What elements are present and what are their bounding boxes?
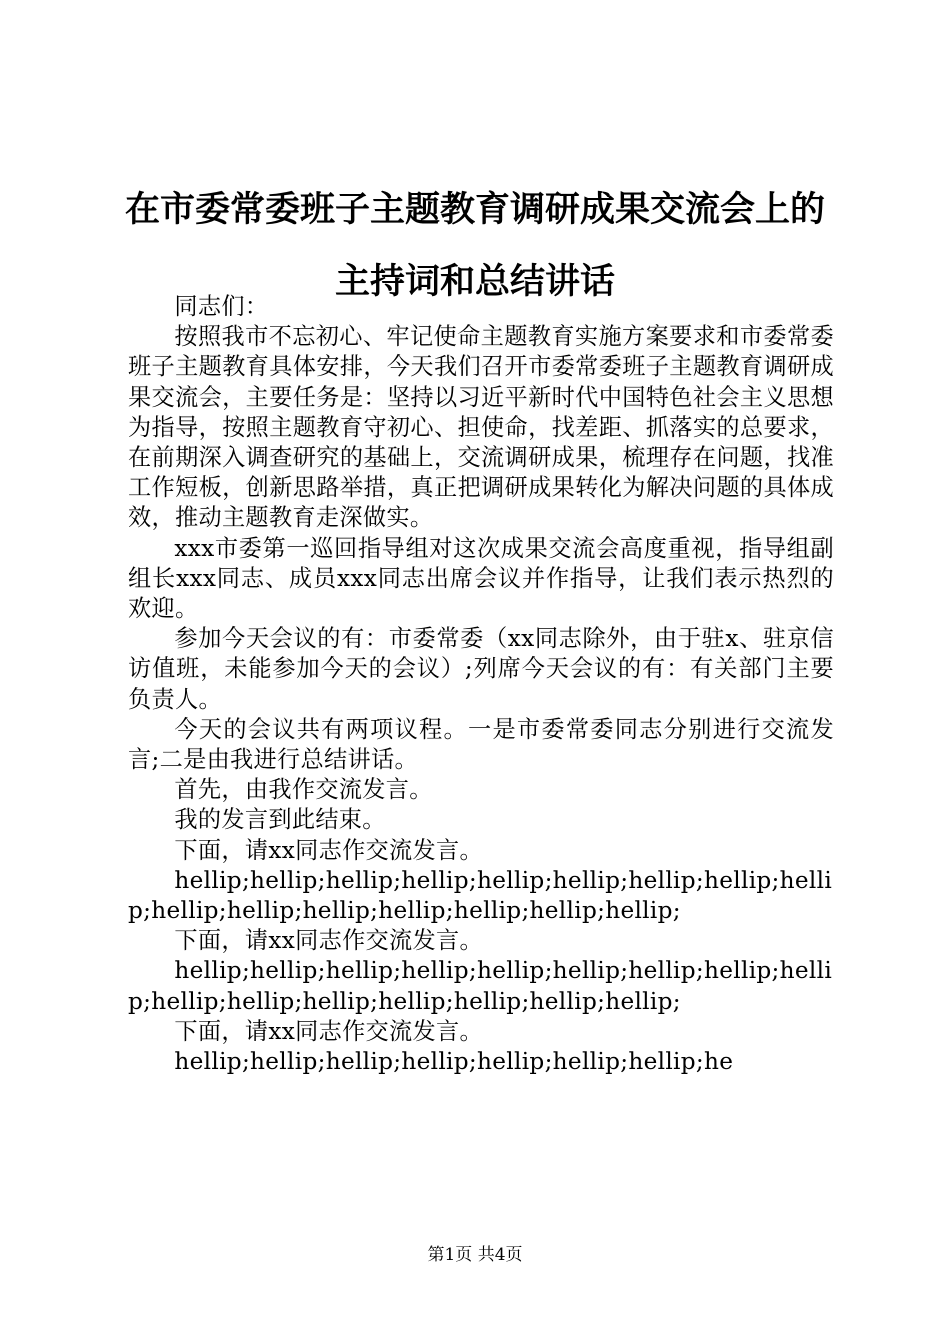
salutation: 同志们： — [174, 293, 269, 320]
title-line-1: 在市委常委班子主题教育调研成果交流会上的 — [124, 190, 825, 230]
paragraph: xxx市委第一巡回指导组对这次成果交流会高度重视，指导组副组长xxx同志、成员xxx同志出席会议并作指导，让我们表示热烈的欢迎。 — [128, 534, 834, 623]
page-footer: 第1页 共4页 — [427, 1245, 523, 1265]
paragraph: 按照我市不忘初心、牢记使命主题教育实施方案要求和市委常委班子主题教育具体安排，今天我们召开市委常委班子主题教育调研成果交流会，主要任务是：坚持以习近平新时代中国特色社会主义思想为指导，按照主题教育守初心、担使命，找差距、抓落实的总要求，在前期深入调查研究的基础上，交流调研成果，梳理存在问题，找准工作短板，创新思路举措，真正把调研成果转化为解决问题的具体成效，推动主题教育走深做实。 — [128, 323, 834, 532]
paragraph: hellip;hellip;hellip;hellip;hellip;hellip;hellip;he — [174, 1048, 734, 1076]
paragraph: hellip;hellip;hellip;hellip;hellip;hellip;hellip;hellip;hellip;hellip;hellip;hellip;hellip;hellip;hellip;hellip; — [128, 866, 833, 925]
paragraph: 今天的会议共有两项议程。一是市委常委同志分别进行交流发言;二是由我进行总结讲话。 — [128, 715, 834, 774]
paragraph: hellip;hellip;hellip;hellip;hellip;hellip;hellip;hellip;hellip;hellip;hellip;hellip;hellip;hellip;hellip;hellip; — [128, 957, 833, 1015]
paragraph: 下面，请xx同志作交流发言。 — [174, 927, 483, 955]
paragraph: 下面，请xx同志作交流发言。 — [174, 836, 483, 864]
document-body — [128, 292, 834, 1077]
paragraph: 下面，请xx同志作交流发言。 — [174, 1017, 483, 1045]
paragraph: 我的发言到此结束。 — [174, 806, 386, 834]
title-line-2: 主持词和总结讲话 — [334, 262, 615, 302]
paragraph: 参加今天会议的有：市委常委（xx同志除外，由于驻x、驻京信访值班，未能参加今天的会议）;列席今天会议的有：有关部门主要负责人。 — [128, 625, 834, 713]
paragraph: 首先，由我作交流发言。 — [174, 776, 433, 804]
